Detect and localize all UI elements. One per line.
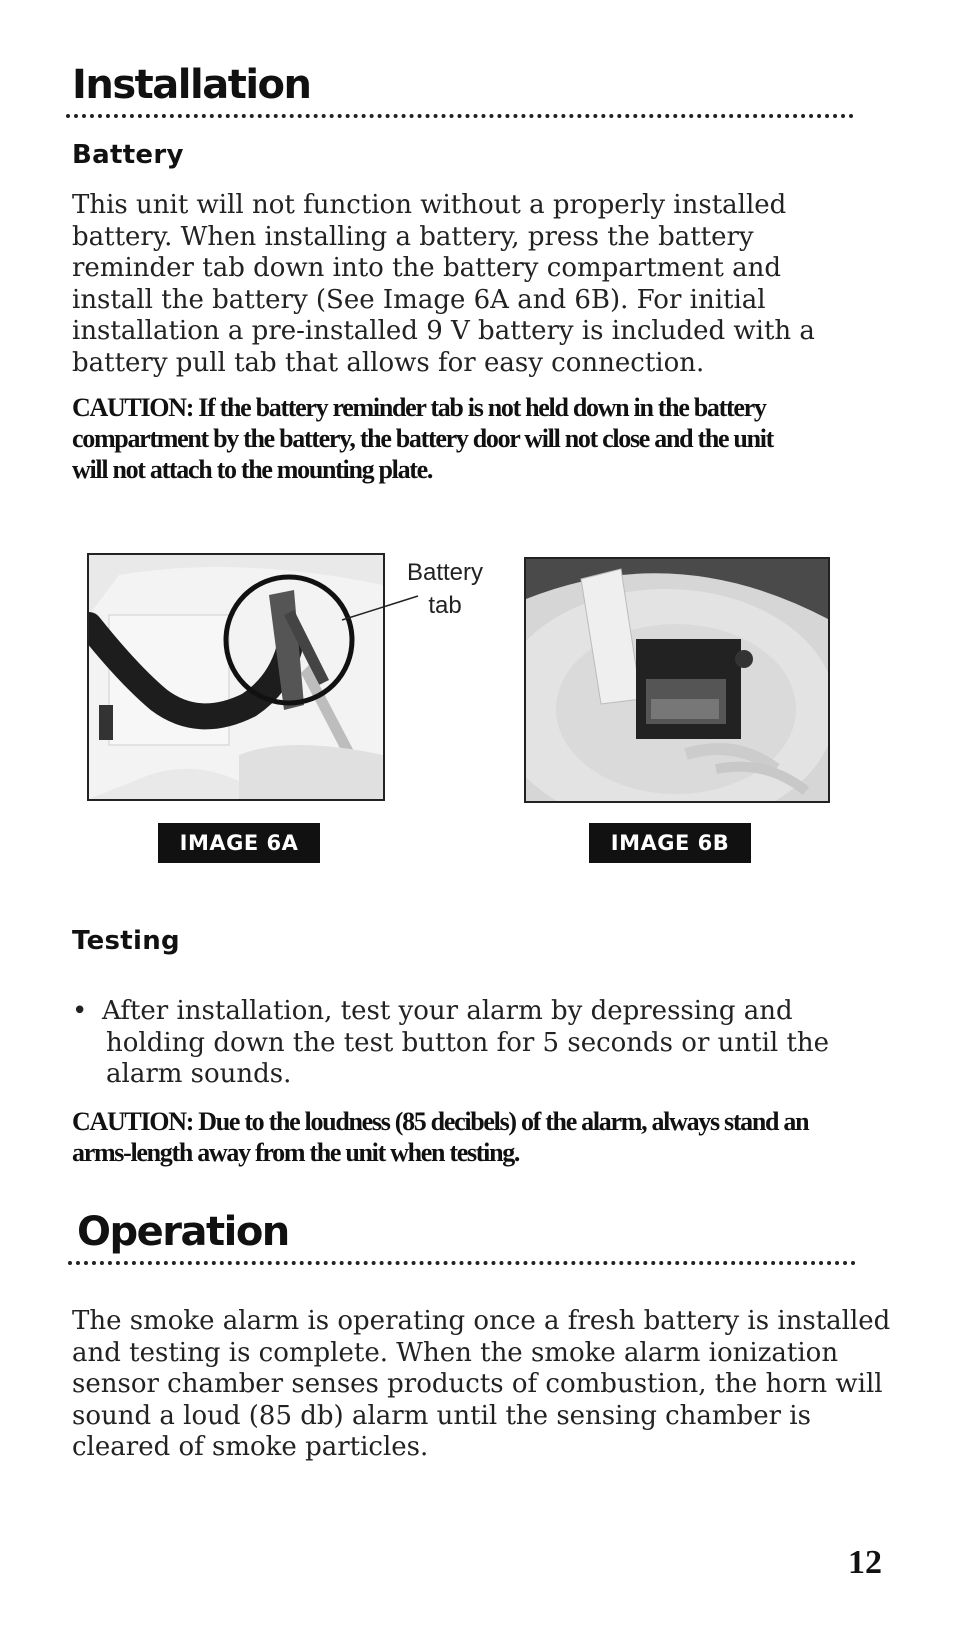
paragraph-line: cleared of smoke particles. — [72, 1432, 429, 1462]
battery-tab-callout — [395, 556, 495, 622]
paragraph-line: battery pull tab that allows for easy connection. — [72, 347, 705, 378]
image-6a-caption: IMAGE 6A — [158, 823, 320, 863]
paragraph-line: The smoke alarm is operating once a fresh battery is installed — [72, 1306, 891, 1336]
installation-heading: Installation — [72, 62, 311, 108]
operation-paragraph — [72, 1306, 892, 1464]
testing-caution — [72, 1106, 872, 1168]
battery-paragraph — [72, 190, 872, 379]
paragraph-line: This unit will not function without a properly installed — [72, 190, 787, 220]
paragraph-line: and testing is complete. When the smoke alarm ionization — [72, 1337, 839, 1368]
battery-subheading: Battery — [72, 140, 184, 170]
testing-bullet-item — [72, 996, 872, 1091]
caution-line: compartment by the battery, the battery door will not close and the unit — [72, 424, 774, 453]
paragraph-line: sensor chamber senses products of combustion, the horn will — [72, 1369, 883, 1399]
caution-line: CAUTION: Due to the loudness (85 decibels) of the alarm, always stand an — [72, 1107, 809, 1136]
operation-divider — [68, 1261, 856, 1265]
paragraph-line: sound a loud (85 db) alarm until the sensing chamber is — [72, 1400, 811, 1431]
bullet-line: After installation, test your alarm by depressing and — [102, 996, 793, 1026]
bullet-line: alarm sounds. — [106, 1059, 292, 1089]
caution-line: CAUTION: If the battery reminder tab is not held down in the battery — [72, 393, 766, 422]
page-number: 12 — [848, 1544, 882, 1581]
caution-line: arms-length away from the unit when testing. — [72, 1138, 520, 1167]
callout-line: Battery — [406, 559, 484, 586]
installation-divider — [66, 114, 854, 118]
bullet-line: holding down the test button for 5 seconds or until the — [106, 1027, 830, 1058]
battery-compartment-illustration — [526, 559, 828, 801]
caution-line: will not attach to the mounting plate. — [72, 455, 433, 484]
callout-line: tab — [428, 592, 462, 619]
paragraph-line: battery. When installing a battery, press the battery — [72, 221, 754, 252]
paragraph-line: installation a pre-installed 9 V battery is included with a — [72, 316, 815, 346]
battery-caution — [72, 392, 872, 485]
bullet-marker: • — [72, 996, 88, 1026]
battery-tab-illustration — [89, 555, 383, 799]
image-6b-photo — [524, 557, 830, 803]
paragraph-line: reminder tab down into the battery compartment and — [72, 253, 782, 283]
testing-subheading: Testing — [72, 926, 180, 956]
paragraph-line: install the battery (See Image 6A and 6B). For initial — [72, 284, 766, 315]
image-6b-caption: IMAGE 6B — [589, 823, 751, 863]
operation-heading: Operation — [77, 1209, 289, 1255]
